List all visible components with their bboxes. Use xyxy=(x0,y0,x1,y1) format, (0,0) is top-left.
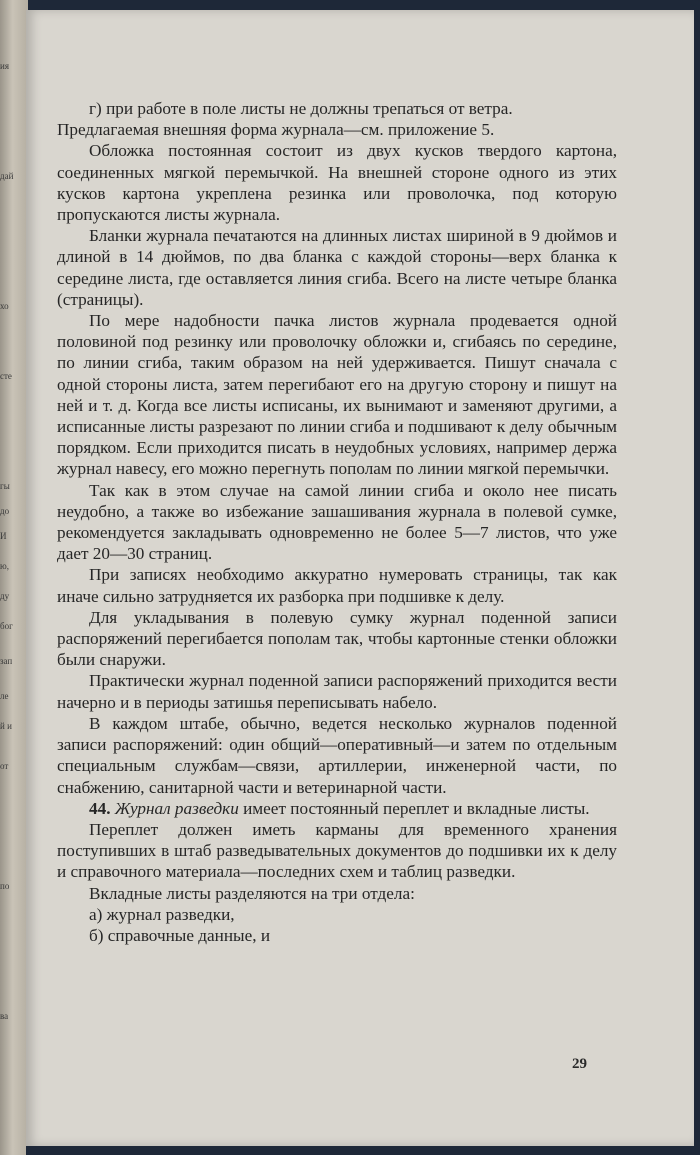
left-page-fragment: ва xyxy=(0,1011,9,1021)
left-page-fragment: зап xyxy=(0,656,13,666)
paragraph: В каждом штабе, обычно, ведется несколько журналов поденной записи распоряжений: один общий—оперативный—и затем по отдельным специальным службам—связи, артиллерии, инженерной части, по снабжению, санитарной части и ветеринарной части. xyxy=(57,713,617,797)
left-page-fragment: хо xyxy=(0,301,9,311)
paragraph: Обложка постоянная состоит из двух кусков твердого картона, соединенных мягкой перемычкой. На внешней стороне одного из этих кусков картона укреплена резинка или проволочка, под которую пропускаются листы журнала. xyxy=(57,141,617,225)
left-page-edge xyxy=(0,0,28,1155)
section-number: 44. xyxy=(89,798,111,818)
paragraph: При записях необходимо аккуратно нумеровать страницы, так как иначе сильно затрудняется их разборка при подшивке к делу. xyxy=(57,565,617,606)
page-text xyxy=(57,98,617,946)
list-item: а) журнал разведки, xyxy=(89,904,235,924)
section-title: Журнал разведки xyxy=(114,798,239,818)
paragraph: Так как в этом случае на самой линии сгиба и около нее писать неудобно, а также во избежание зашашивания журнала в полевой сумке, рекомендуется закладывать одновременно не более 5—7 листов, что уже дает 20—30 страниц. xyxy=(57,480,617,564)
list-item: б) справочные данные, и xyxy=(89,925,271,945)
left-page-fragment: сте xyxy=(0,371,12,381)
left-page-fragment: й и xyxy=(0,721,12,731)
paragraph: Переплет должен иметь карманы для временного хранения поступивших в штаб разведывательных документов до подшивки их к делу и справочного материала—последних схем и таблиц разведки. xyxy=(57,819,617,882)
left-page-fragment: от xyxy=(0,761,9,771)
background-strip xyxy=(26,1146,694,1155)
left-page-fragment: ю, xyxy=(0,561,9,571)
left-page-fragment: ле xyxy=(0,691,9,701)
left-page-fragment: ду xyxy=(0,591,10,601)
page-number: 29 xyxy=(572,1056,587,1072)
paragraph: Для укладывания в полевую сумку журнал поденной записи распоряжений перегибается пополам так, чтобы картонные стенки обложки были снаружи. xyxy=(57,607,617,670)
paragraph: Практически журнал поденной записи распоряжений приходится вести начерно и в периоды затишья переписывать набело. xyxy=(57,671,617,712)
left-page-fragment: дай xyxy=(0,171,14,181)
left-page-fragment: гы xyxy=(0,481,10,491)
paragraph: По мере надобности пачка листов журнала продевается одной половиной под резинку или проволочку обложки и, сгибаясь по середине, по линии сгиба, таким образом на ней удерживается. Пишут сначала с одной стороны листа, затем перегибают его на другую сторону и пишут на ней и т. д. Когда все листы исписаны, их вынимают и заменяют другими, а исписанные листы разрезают по линии сгиба и подшивают к делу обычным порядком. Если приходится писать в неудобных условиях, например держа журнал навесу, его можно перегнуть пополам по линии мягкой перемычки. xyxy=(57,311,617,479)
paragraph: Бланки журнала печатаются на длинных листах шириной в 9 дюймов и длиной в 14 дюймов, по два бланка с каждой стороны—верх бланка к середине листа, где оставляется линия сгиба. Всего на листе четыре бланка (страницы). xyxy=(57,226,617,309)
paragraph: г) при работе в поле листы не должны трепаться от ветра. xyxy=(89,99,513,118)
left-page-fragment: по xyxy=(0,881,10,891)
left-page-fragment: И xyxy=(0,531,7,541)
paragraph: Вкладные листы разделяются на три отдела: xyxy=(89,883,415,903)
section-text: имеет постоянный переплет и вкладные листы. xyxy=(238,798,590,818)
left-page-fragment: до xyxy=(0,506,10,516)
section-44-paragraph xyxy=(57,798,617,819)
left-page-fragment: бог xyxy=(0,621,13,631)
left-page-fragment: ия xyxy=(0,61,9,71)
book-page xyxy=(26,10,694,1146)
paragraph: Предлагаемая внешняя форма журнала—см. приложение 5. xyxy=(57,120,495,140)
